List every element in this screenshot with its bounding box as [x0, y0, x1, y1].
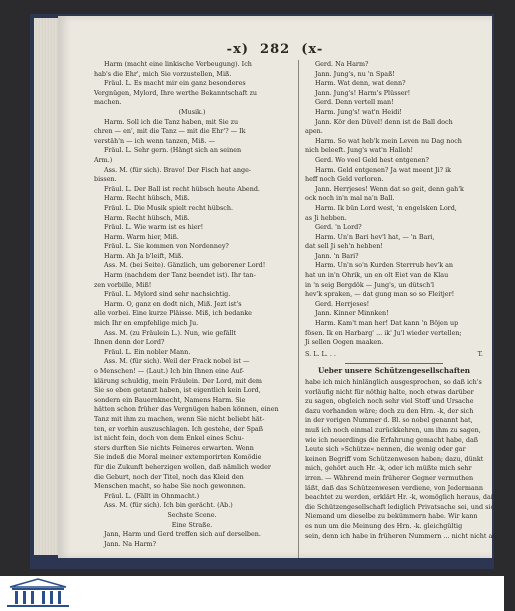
text-line: alle vorbei. Eine kurze Pläisse. Miß, ich bedanke	[94, 309, 252, 318]
text-line: Sie indeß die Moral meiner extemporirten Komödie	[94, 453, 262, 462]
right-column	[305, 60, 515, 541]
text-line: Fräul. L. Der Ball ist recht hübsch heute Abend.	[104, 184, 260, 193]
text-line: mich Ihr en empfehlige mich Ju.	[94, 319, 199, 328]
text-line: Eine Straße.	[171, 520, 213, 529]
text-line: Harm. So wat heb'k mein Leven nu Dag noch	[315, 136, 462, 145]
text-line: hätten schon früher das Vergnügen haben können, einen	[94, 405, 279, 414]
text-line: hev'k spraken, — dat gung man so so Fleitjer!	[305, 290, 455, 299]
signature-right: T.	[477, 349, 483, 358]
text-line: dat sell Ji seh'n hebben!	[305, 242, 383, 251]
text-line: Vergnügen, Mylord, Ihre werthe Bekanntschaft zu	[94, 88, 257, 97]
text-line: Fräul. L. Mylord sind sehr nachsichtig.	[104, 290, 231, 299]
article-line: irren. — Während mein früherer Gegner vermuthen	[305, 473, 474, 482]
text-line: Gerd. 'n Lord?	[315, 223, 362, 232]
text-line: hat un in'n Ohrik, un en olt Eiet van de Klau	[305, 271, 449, 280]
text-line: Harm. Ik bün Lord west, 'n engelsken Lord,	[315, 203, 457, 212]
text-line: für die Zukunft beherzigen wollen, daß nämlich weder	[94, 462, 271, 471]
text-line: heff noch Geld verloren.	[305, 175, 384, 184]
text-line: Fräul. L. Die Musik spielt recht hübsch.	[104, 203, 233, 212]
book-page	[58, 16, 515, 558]
text-line: Harm. Ah Ja b'leift, Miß.	[104, 251, 184, 260]
text-line: Harm. Wat denn, wat denn?	[315, 79, 406, 88]
article-line: es nun um die Meinung des Hrn. -k. gleichgültig	[305, 521, 463, 530]
article-line: beachtet zu werden, erklärt Hr. -k, womöglich heraus, daß	[305, 493, 496, 502]
text-line: hab's die Ehr', mich Sie vorzustellen, Miß.	[94, 69, 232, 78]
article-line: läßt, daß das Schützenwesen verdiene, von Jedermann	[305, 483, 483, 492]
text-line: Harm. Recht hübsch, Miß.	[104, 213, 190, 222]
text-line: Fräul. L. Wie warm ist es hier!	[104, 223, 204, 232]
text-line: Harm. Warm hier, Miß.	[104, 232, 179, 241]
article-line: habe ich mich hinlänglich ausgesprochen, so daß ich's	[305, 378, 482, 386]
article-line: vorläufig nicht für nöthig halte, noch etwas darüber	[305, 387, 474, 396]
text-line: Fräul. L. (Fällt in Ohnmacht.)	[104, 491, 200, 500]
section-rule	[345, 363, 443, 364]
text-line: Harm. Recht hübsch, Miß.	[104, 194, 190, 203]
text-line: ist nicht fein, doch von dem Enkel eines Schu-	[94, 434, 244, 443]
text-line: Jann, Harm und Gerd treffen sich auf derselben.	[104, 530, 261, 539]
text-line: Harm. O, ganz en dodt nich, Miß. Jezt ist's	[104, 299, 242, 308]
text-line: Gerd. Wo veel Geld hest entgenen?	[315, 155, 429, 164]
text-line: Ass. M. (für sich). Ich bin gerächt. (Ab.)	[104, 501, 233, 510]
text-line: Jann. Jung's, nu 'n Spaß!	[315, 69, 395, 78]
article-line: muß ich noch einmal zurückkehren, um ihm zu sagen,	[305, 425, 481, 434]
text-line: verstäh'n — ich wenn tanzen, Miß. —	[94, 136, 215, 145]
text-line: Ass. M. (zu Fräulein L.). Nun, wie gefällt	[104, 328, 237, 337]
text-line: Sie so eben getanzt haben, ist eigentlich kein Lord,	[94, 386, 261, 395]
text-line: o Menschen! — (Laut.) Ich bin Ihnen eine Auf-	[94, 367, 245, 375]
text-line: zen vorbille, Miß!	[94, 280, 152, 289]
page-number: 282	[260, 42, 291, 57]
text-line: as Ji hebben.	[305, 213, 347, 222]
text-line: ock noch in'n mal na'n Ball.	[305, 194, 395, 203]
column-divider	[298, 60, 299, 558]
text-line: Harm. Geld entgenen? Ja wat meent Ji? ik	[315, 165, 452, 174]
text-line: Fräul. L. Sehr gern. (Hängt sich an seinen	[104, 146, 242, 155]
text-line: Harm (macht eine linkische Verbeugung). Ich	[104, 60, 252, 68]
article-body	[305, 378, 515, 541]
text-line: Ass. M. (für sich). Weil der Frack nobel ist —	[104, 357, 250, 366]
text-line: Jann. Jung's! Harm's Plüsser!	[315, 88, 411, 97]
text-line: Ass. M. (für sich). Bravo! Der Fisch hat ange-	[104, 165, 252, 174]
text-line: Ji sellen Oogen maaken.	[305, 338, 384, 347]
text-line: Fräul. L. Es macht mir ein ganz besonderes	[104, 79, 246, 88]
article-title: Ueber unsere Schützengesellschaften	[317, 366, 471, 376]
text-line: Harm. Soll ich die Tanz haben, mit Sie zu	[104, 117, 239, 126]
text-line: chren — en', mit die Tanz — mit die Ehr'? — Ik	[94, 127, 246, 136]
page-edges	[34, 18, 60, 555]
article-line: mich, gehört auch Hr. -k, oder ich müßte mich sehr	[305, 464, 472, 473]
text-line: Gerd. Denn vertell man!	[315, 98, 394, 107]
text-line: Harm. Un'n so'n Kurden Sterrrub hev'k an	[315, 261, 454, 270]
text-line: in 'n seig Bergdök — Jung's, un dütsch'l	[305, 280, 435, 289]
article-line: sein, denn ich habe in früheren Nummern ... nicht nicht allein —	[305, 531, 515, 540]
page-header	[58, 42, 492, 57]
text-line: (Musik.)	[178, 107, 206, 116]
text-line: Harm. Kam't man her! Dat kann 'n Böjen up	[315, 319, 459, 328]
text-line: Jann. Na Harm?	[104, 539, 157, 548]
article-line: die Schützengesellschaft lediglich Privatsache sei, und sich	[305, 502, 499, 511]
signature-left: S. L. L. . .	[305, 349, 336, 358]
article-line: dazu vorhanden wäre; doch zu den Hrn. -k, der sich	[305, 406, 474, 415]
article-line: Niemand um dieselbe zu bekümmern habe. Wir kann	[305, 512, 478, 521]
text-line: ten, er vorhin auszuschlagen. Ich gestehe, der Spaß	[94, 424, 264, 433]
text-line: Harm. Jung's! wat'n Heidi!	[315, 107, 402, 116]
header-ornament-right: (x-	[301, 42, 324, 57]
article-line: Leute sich »Schütze« nennen, die wenig oder gar	[305, 445, 466, 454]
left-column	[94, 60, 290, 549]
text-line: Gerd. Herrjeses!	[315, 299, 370, 308]
text-line: Arm.)	[94, 155, 113, 164]
signature-line	[305, 350, 483, 360]
text-line: Tanz mit ihm zu machen, wenn Sie nicht beliebt hät-	[94, 414, 265, 423]
text-line: Fräul. L. Sie kommen von Nordenney?	[104, 242, 229, 251]
text-line: nich beleeft. Jung's wat'n Halloh!	[305, 146, 414, 155]
text-line: Ass. M. (bei Seite). Gänzlich, um geborener Lord!	[104, 261, 266, 270]
text-line: sters durften Sie nichts Feineres erwarten. Wenn	[94, 443, 254, 452]
text-line: bissen.	[94, 175, 117, 184]
text-line: fösen. Ik en Harbarg' ... ik' Ju'l wieder vertellen;	[305, 328, 462, 337]
text-line: Fräul. L. Ein nobler Mann.	[104, 347, 191, 356]
dialogue-block	[305, 60, 483, 348]
text-line: apen.	[305, 127, 323, 136]
text-line: Jann. 'n Bari?	[315, 251, 359, 260]
text-line: machen.	[94, 98, 122, 107]
text-line: Jann. Herrjeses! Wenn dat so geit, denn gah'k	[315, 184, 464, 193]
text-line: Harm. Un'n Bari hev'l hat, — 'n Bari,	[315, 232, 435, 241]
footer-strip	[0, 576, 504, 611]
text-line: Jann. Kör den Düvel! denn ist de Ball doch	[315, 117, 453, 126]
text-line: Menschen macht, so habe Sie noch gewonnen.	[94, 482, 246, 491]
text-line: Gerd. Na Harm?	[315, 60, 369, 68]
library-building-logo-icon	[6, 578, 70, 608]
header-ornament-left: -x)	[226, 42, 249, 57]
article-line: keinen Begriff vom Schützenwesen haben; dazu, dünkt	[305, 454, 484, 463]
text-line: Harm (nachdem der Tanz beendet ist). Ihr tan-	[104, 271, 256, 280]
article-line: in der vorigen Nummer d. Bl. so nobel genannt hat,	[305, 416, 473, 425]
text-line: Ihnen denn der Lord?	[94, 338, 165, 347]
text-line: klärung schuldig, mein Fräulein. Der Lord, mit dem	[94, 376, 262, 385]
article-line: wie ich neuerdings die Erfahrung gemacht habe, daß	[305, 435, 479, 444]
text-line: die Geburt, noch der Titel, noch das Kleid den	[94, 472, 244, 481]
text-line: Jann. Kinner Minnken!	[315, 309, 389, 318]
text-line: Sechste Scene.	[167, 510, 217, 519]
article-line: zu sagen, obgleich noch sehr viel Stoff und Ursache	[305, 397, 474, 406]
text-line: sondern ein Bauernknecht, Namens Harm. Sie	[94, 395, 246, 404]
